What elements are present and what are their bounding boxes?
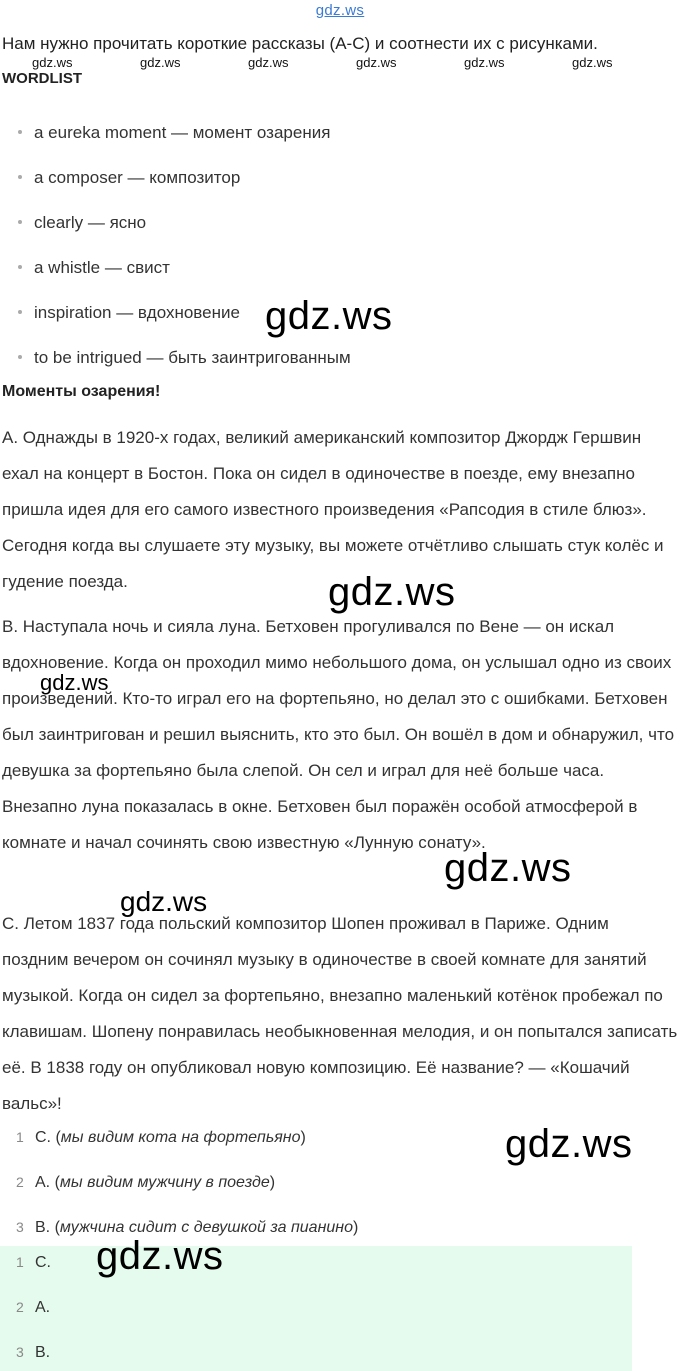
wordlist-item <box>18 168 240 188</box>
answer-number: 3 <box>16 1344 24 1360</box>
wordlist-item <box>18 348 351 368</box>
answer-letter: B. <box>35 1344 51 1361</box>
answer-letter: A. <box>35 1299 51 1316</box>
watermark: gdz.ws <box>444 846 572 890</box>
bullet-icon <box>18 265 22 269</box>
watermark: gdz.ws <box>40 670 109 695</box>
watermark: gdz.ws <box>328 570 456 614</box>
match-description: мужчина сидит с девушкой за пианино <box>59 1219 353 1236</box>
watermark-row <box>0 55 680 69</box>
watermark: gdz.ws <box>120 886 208 917</box>
wordlist-item-text: a whistle — свист <box>34 258 170 277</box>
match-letter: A. <box>35 1174 51 1191</box>
match-item <box>16 1129 306 1147</box>
wordlist-item-text: inspiration — вдохновение <box>34 303 240 322</box>
watermark: gdz.ws <box>265 294 393 338</box>
wordlist-item <box>18 123 330 143</box>
paren-close: ) <box>269 1174 276 1191</box>
wordlist-title: WORDLIST <box>2 70 82 87</box>
answer-item <box>16 1299 50 1317</box>
answer-letter: C. <box>35 1254 51 1271</box>
watermark: gdz.ws <box>32 55 73 70</box>
answer-number: 2 <box>16 1299 24 1315</box>
watermark: gdz.ws <box>505 1122 633 1166</box>
wordlist-item <box>18 303 240 323</box>
match-letter: C. <box>35 1129 51 1146</box>
match-number: 3 <box>16 1219 24 1235</box>
story-a: A. Однажды в 1920-х годах, великий американский композитор Джордж Гершвин ехал на концерт в Бостон. Пока он сидел в одиночестве в поезде, ему внезапно пришла идея для его самого известного произведения «Рапсодия в стиле блюз». Сегодня когда вы слушаете эту музыку, вы можете отчётливо слышать стук колёс и гудение поезда. <box>2 428 664 591</box>
answer-box <box>0 1246 632 1371</box>
bullet-icon <box>18 355 22 359</box>
wordlist-item-text: a eureka moment — момент озарения <box>34 123 331 142</box>
task-intro: Нам нужно прочитать короткие рассказы (A-C) и соотнести их с рисунками. <box>2 34 598 53</box>
match-description: мы видим мужчину в поезде <box>59 1174 270 1191</box>
bullet-icon <box>18 220 22 224</box>
watermark: gdz.ws <box>96 1234 224 1278</box>
paren-close: ) <box>300 1129 306 1146</box>
site-link[interactable]: gdz.ws <box>315 2 365 19</box>
match-description: мы видим кота на фортепьяно <box>60 1129 301 1146</box>
story-c: C. Летом 1837 года польский композитор Шопен проживал в Париже. Одним поздним вечером он сочинял музыку в одиночестве в своей комнате для занятий музыкой. Когда он сидел за фортепьяно, внезапно маленький котёнок пробежал по клавишам. Шопену понравилась необыкновенная мелодия, и он попытался записать её. В 1838 году он опубликовал новую композицию. Её название? — «Кошачий вальс»! <box>2 914 678 1113</box>
bullet-icon <box>18 175 22 179</box>
section-title: Моменты озарения! <box>2 383 161 400</box>
watermark: gdz.ws <box>248 55 289 70</box>
match-item <box>16 1174 275 1192</box>
wordlist-item-text: to be intrigued — быть заинтригованным <box>34 348 351 367</box>
wordlist-item-text: clearly — ясно <box>34 213 147 232</box>
bullet-icon <box>18 310 22 314</box>
paren-open: ( <box>50 1174 60 1191</box>
watermark: gdz.ws <box>572 55 613 70</box>
wordlist-item-text: a composer — композитор <box>34 168 241 187</box>
story-b: B. Наступала ночь и сияла луна. Бетховен прогуливался по Вене — он искал вдохновение. Когда он проходил мимо небольшого дома, он услышал одно из своих произведений. Кто-то играл его на фортепьяно, но делал это с ошибками. Бетховен был заинтригован и решил выяснить, кто это был. Он вошёл в дом и обнаружил, что девушка за фортепьяно была слепой. Он сел и играл для неё больше часа. Внезапно луна показалась в окне. Бетховен был поражён особой атмосферой в комнате и начал сочинять свою известную «Лунную сонату». <box>2 617 675 852</box>
watermark: gdz.ws <box>140 55 181 70</box>
bullet-icon <box>18 130 22 134</box>
paren-open: ( <box>51 1129 61 1146</box>
match-number: 2 <box>16 1174 24 1190</box>
watermark: gdz.ws <box>464 55 505 70</box>
wordlist-item <box>18 258 170 278</box>
paren-open: ( <box>50 1219 60 1236</box>
paren-close: ) <box>352 1219 359 1236</box>
answer-number: 1 <box>16 1254 24 1270</box>
match-letter: B. <box>35 1219 51 1236</box>
match-number: 1 <box>16 1129 24 1145</box>
watermark: gdz.ws <box>356 55 397 70</box>
answer-item <box>16 1344 50 1362</box>
wordlist-item <box>18 213 146 233</box>
answer-item <box>16 1254 51 1272</box>
